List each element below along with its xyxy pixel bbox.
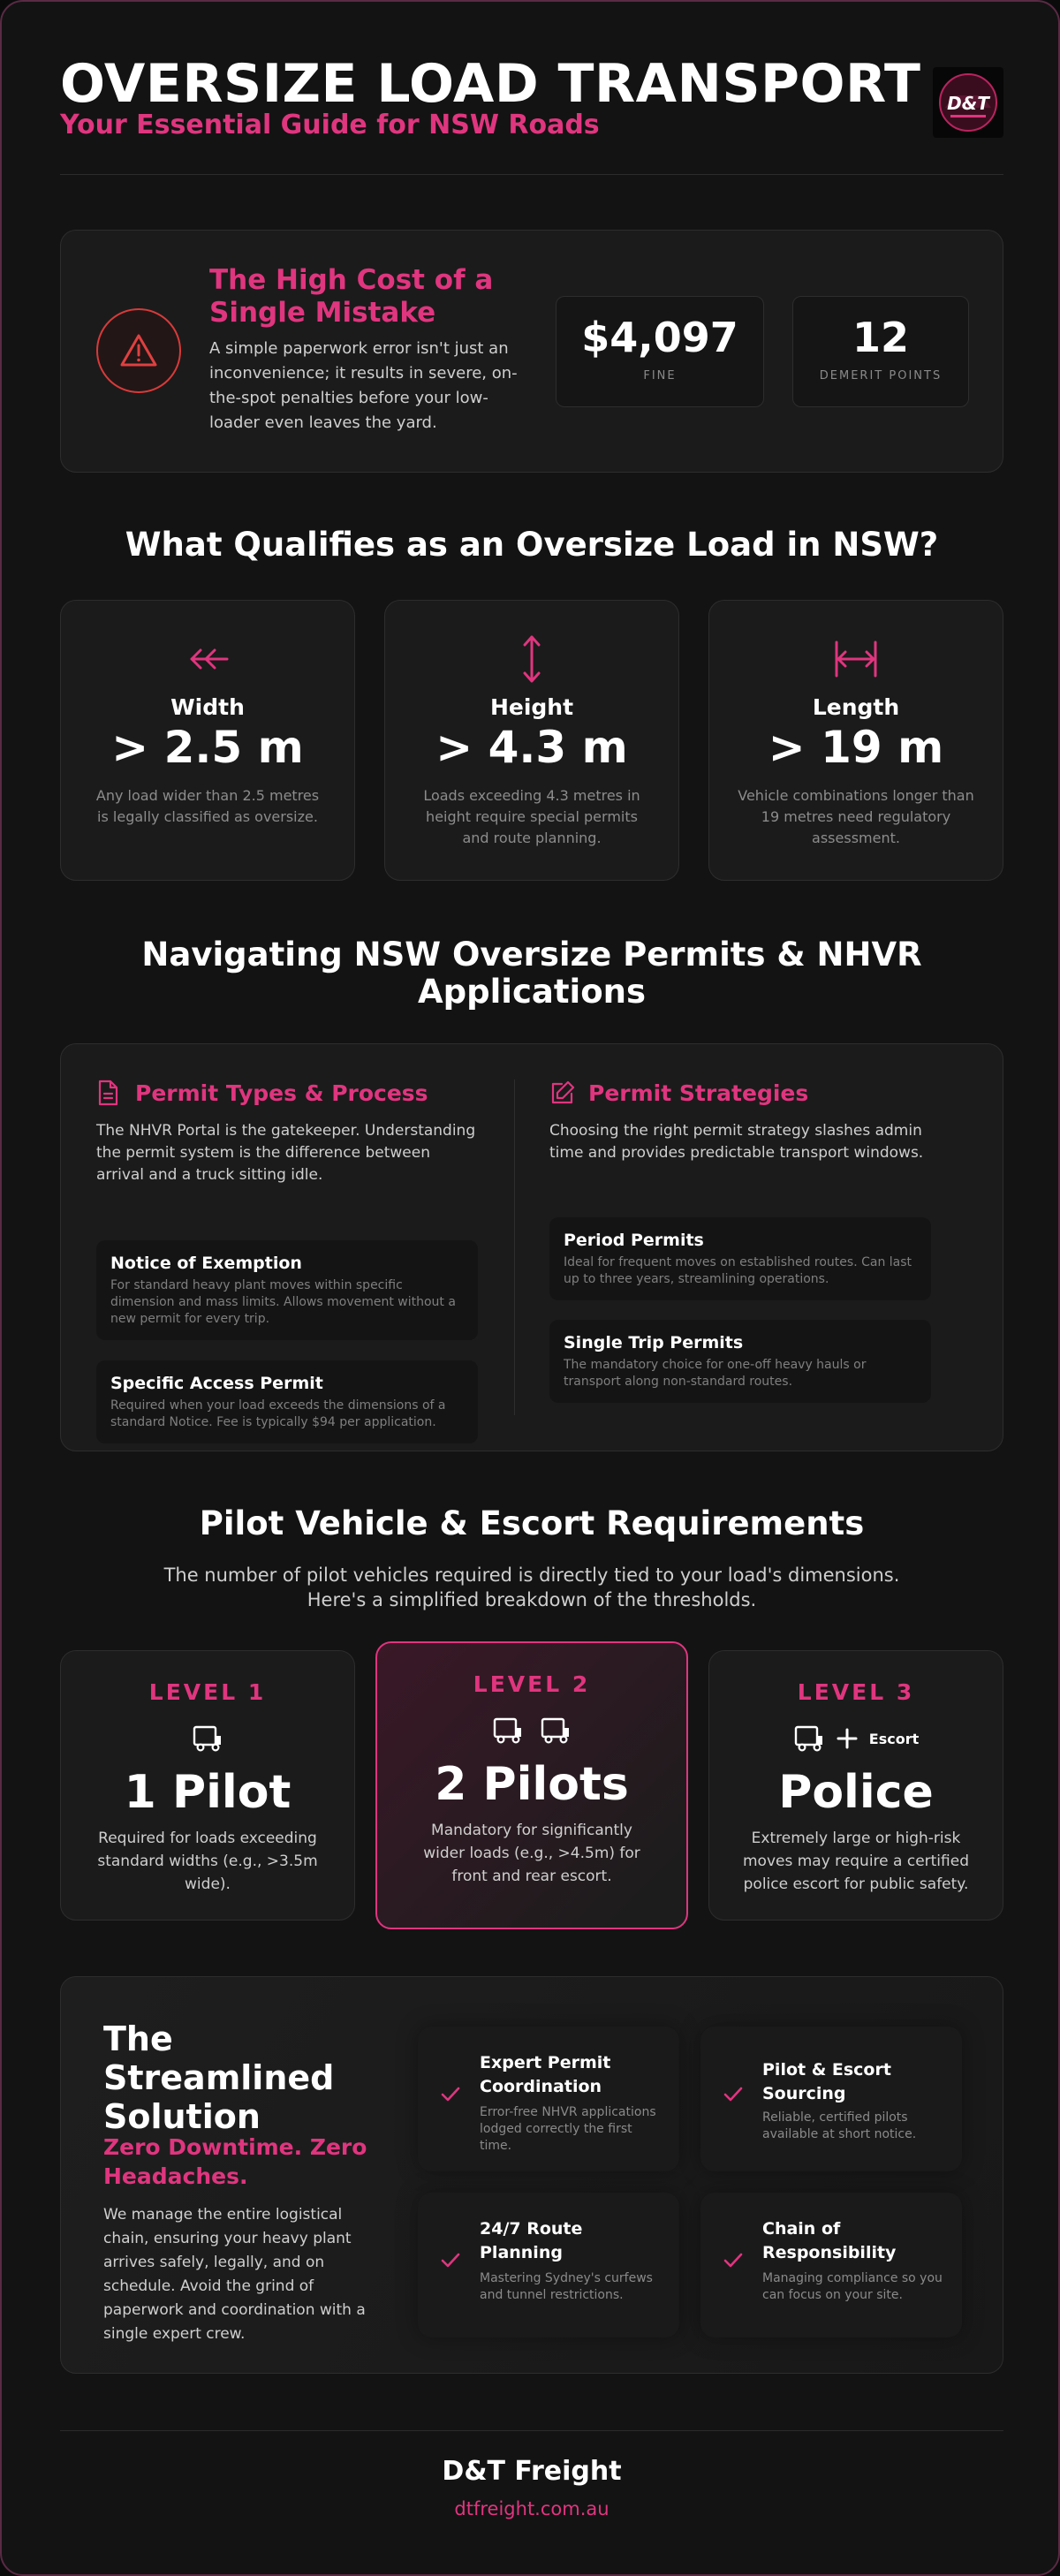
height-description: Loads exceeding 4.3 metres in height require special permits and route planning. [423,787,640,846]
permit-types-intro: The NHVR Portal is the gatekeeper. Understanding the permit system is the difference between arrival and a truck sitting idle. [96,1122,476,1184]
solution-title: The Streamlined Solution [103,2019,335,2136]
feature-description: Mastering Sydney's curfews and tunnel restrictions. [480,2271,653,2302]
permit-item-desc: Ideal for frequent moves on established routes. Can last up to three years, streamlining operations. [564,1255,912,1286]
permit-item-period-permits [549,1217,931,1300]
level-description: Mandatory for significantly wider loads (e.g., >4.5m) for front and rear escort. [423,1822,640,1885]
feature-chain-of-responsibility [700,2193,962,2337]
level-1-card [60,1650,355,1921]
permit-item-title: Specific Access Permit [110,1374,323,1393]
warning-badge [96,308,181,393]
length-value: > 19 m [768,722,944,773]
document-icon [96,1080,119,1106]
level-2-card [375,1641,688,1929]
fine-label: FINE [643,369,677,383]
footer-website-link[interactable]: dtfreight.com.au [454,2498,610,2519]
feature-title: Expert Permit Coordination [480,2053,611,2096]
permit-types-column [96,1080,478,1429]
length-arrows-icon [829,637,882,681]
pilot-vehicle-icon [192,1724,223,1754]
feature-description: Managing compliance so you can focus on your site. [762,2271,943,2302]
brand-logo [933,67,1003,138]
pilot-vehicle-icon [540,1716,572,1746]
level-label: LEVEL 1 [148,1679,267,1705]
check-icon [437,2081,464,2108]
cost-of-mistake-card [60,230,1003,473]
header [60,53,1003,175]
solution-description: We manage the entire logistical chain, ensuring your heavy plant arrives safely, legally, and on schedule. Avoid the grind of paperwork and coordination with a single expert crew. [103,2206,366,2343]
cost-description: A simple paperwork error isn't just an inconvenience; it results in severe, on-the-spot penalties before your low-loader even leaves the yard. [209,339,518,432]
page-title: OVERSIZE LOAD TRANSPORT [60,53,921,115]
solution-card [60,1976,1003,2374]
level-description: Extremely large or high-risk moves may require a certified police escort for public safety. [743,1830,969,1893]
feature-title: Chain of Responsibility [762,2219,897,2262]
pilots-intro: The number of pilot vehicles required is directly tied to your load's dimensions. Here's a simplified breakdown of the thresholds. [163,1565,900,1610]
permits-section-title: Navigating NSW Oversize Permits & NHVR Applications [141,936,922,1011]
logo-emblem-icon [933,67,1003,138]
demerit-points-label: DEMERIT POINTS [819,369,943,383]
permits-card [60,1043,1003,1451]
feature-escort-sourcing [700,2027,962,2171]
permit-item-notice-of-exemption [96,1240,478,1340]
width-arrows-icon [181,641,234,677]
permit-item-desc: Required when your load exceeds the dimensions of a standard Notice. Fee is typically $94 per application. [110,1398,446,1429]
plus-icon [836,1727,859,1750]
footer-brand: D&T Freight [442,2456,622,2487]
permit-item-desc: The mandatory choice for one-off heavy hauls or transport along non-standard routes. [564,1358,867,1389]
check-icon [720,2081,746,2108]
permit-item-single-trip-permits [549,1320,931,1403]
feature-route-planning [418,2193,679,2337]
page-subtitle: Your Essential Guide for NSW Roads [60,110,600,140]
edit-icon [549,1080,576,1106]
permit-item-title: Single Trip Permits [564,1333,744,1352]
width-value: > 2.5 m [111,722,304,773]
escort-label: Escort [868,1730,920,1747]
feature-description: Reliable, certified pilots available at short notice. [762,2110,917,2141]
width-card [60,600,355,881]
permit-item-title: Notice of Exemption [110,1254,302,1273]
level-label: LEVEL 2 [473,1671,591,1697]
level-description: Required for loads exceeding standard widths (e.g., >3.5m wide). [97,1830,318,1893]
level-value: 1 Pilot [124,1766,292,1819]
permit-types-heading: Permit Types & Process [135,1080,428,1106]
width-description: Any load wider than 2.5 metres is legally classified as oversize. [95,787,320,825]
permit-item-specific-access-permit [96,1360,478,1443]
feature-title: Pilot & Escort Sourcing [762,2060,891,2103]
permit-item-desc: For standard heavy plant moves within specific dimension and mass limits. Allows movement without a new permit for every trip. [110,1278,456,1326]
svg-text:D&T: D&T [947,93,989,114]
level-value: 2 Pilots [435,1758,629,1811]
feature-title: 24/7 Route Planning [480,2219,583,2262]
feature-description: Error-free NHVR applications lodged correctly the first time. [480,2105,656,2153]
solution-subtitle: Zero Downtime. Zero Headaches. [103,2134,367,2189]
length-label: Length [812,694,900,720]
permit-strategies-intro: Choosing the right permit strategy slashes admin time and provides predictable transport windows. [549,1122,924,1162]
demerit-points-stat [792,296,969,407]
height-arrows-icon [514,633,549,686]
column-divider [514,1080,515,1415]
permit-strategies-heading: Permit Strategies [588,1080,809,1106]
footer-divider [60,2430,1003,2431]
qualifies-section-title: What Qualifies as an Oversize Load in NSW? [125,526,939,564]
pilots-section-title: Pilot Vehicle & Escort Requirements [199,1504,865,1542]
level-value: Police [778,1766,934,1819]
check-icon [720,2247,746,2274]
check-icon [437,2247,464,2274]
height-label: Height [489,694,574,720]
feature-permit-coordination [418,2027,679,2171]
fine-value: $4,097 [581,314,738,361]
fine-stat [556,296,764,407]
pilot-vehicle-icon [793,1724,825,1754]
level-3-card [708,1650,1003,1921]
length-description: Vehicle combinations longer than 19 metres need regulatory assessment. [738,787,974,846]
pilot-vehicle-icon [492,1716,524,1746]
height-value: > 4.3 m [435,722,628,773]
level-label: LEVEL 3 [797,1679,915,1705]
permit-item-title: Period Permits [564,1231,704,1250]
warning-triangle-icon [118,332,159,369]
length-card [708,600,1003,881]
demerit-points-value: 12 [852,314,909,361]
permit-strategies-column [549,1080,931,1389]
width-label: Width [170,694,245,720]
cost-title: The High Cost of a Single Mistake [209,264,494,329]
height-card [384,600,679,881]
